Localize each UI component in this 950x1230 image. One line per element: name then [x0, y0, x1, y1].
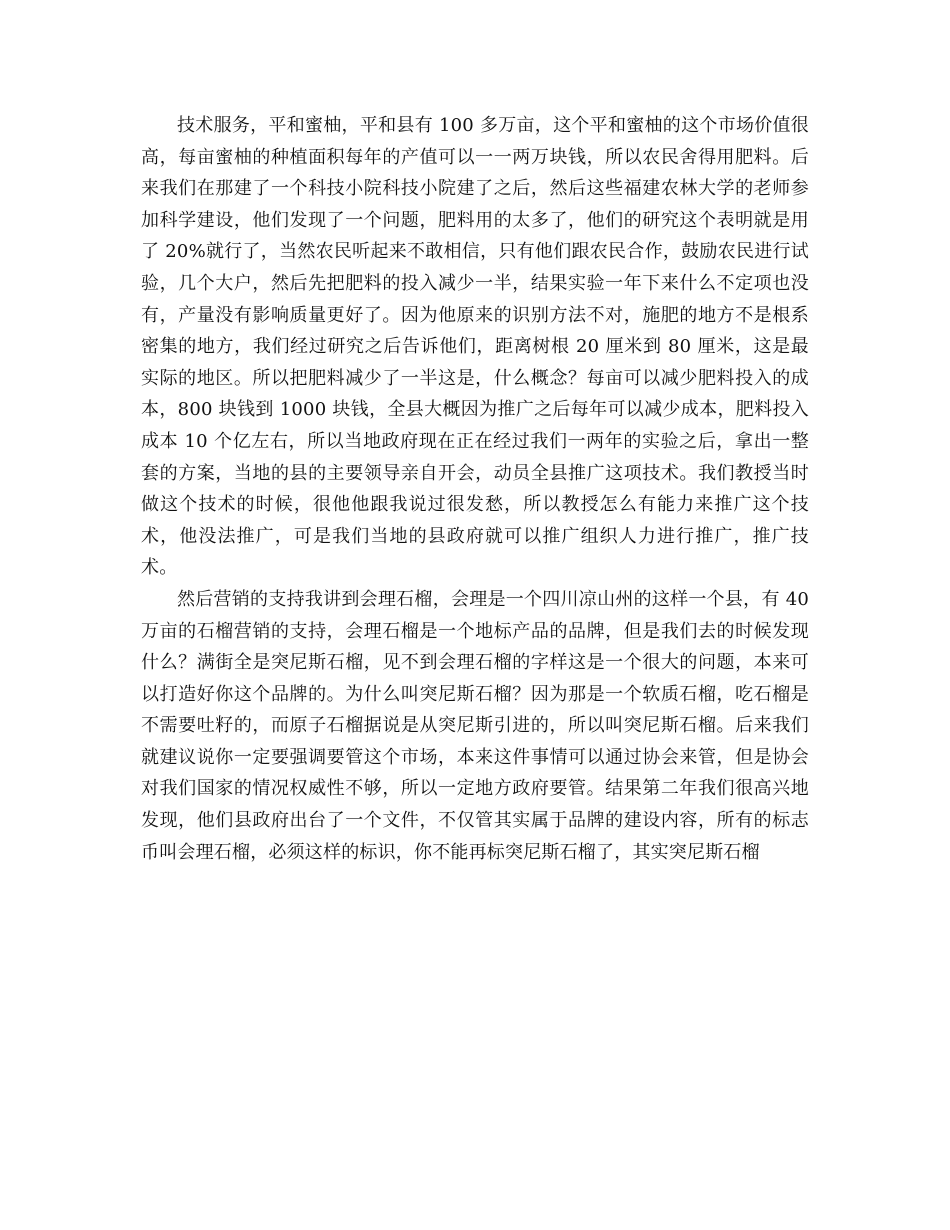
paragraph-1: 技术服务，平和蜜柚，平和县有 100 多万亩，这个平和蜜柚的这个市场价值很高，每亩蜜柚的种植面积每年的产值可以一一两万块钱，所以农民舍得用肥料。后来我们在那建了一个科技小院科技小院建了之后，然后这些福建农林大学的老师参加科学建设，他们发现了一个问题，肥料用的太多了，他们的研究这个表明就是用了 20%就行了，当然农民听起来不敢相信，只有他们跟农民合作，鼓励农民进行试验，几个大户，然后先把肥料的投入减少一半，结果实验一年下来什么不定项也没有，产量没有影响质量更好了。因为他原来的识别方法不对，施肥的地方不是根系密集的地方，我们经过研究之后告诉他们，距离树根 20 厘米到 80 厘米，这是最实际的地区。所以把肥料减少了一半这是，什么概念？每亩可以减少肥料投入的成本，800 块钱到 1000 块钱，全县大概因为推广之后每年可以减少成本，肥料投入成本 10 个亿左右，所以当地政府现在正在经过我们一两年的实验之后，拿出一整套的方案，当地的县的主要领导亲自开会，动员全县推广这项技术。我们教授当时做这个技术的时候，很他他跟我说过很发愁，所以教授怎么有能力来推广这个技术，他没法推广，可是我们当地的县政府就可以推广组织人力进行推广，推广技术。 [141, 115, 809, 579]
paragraph-2: 然后营销的支持我讲到会理石榴，会理是一个四川凉山州的这样一个县，有 40 万亩的石榴营销的支持，会理石榴是一个地标产品的品牌，但是我们去的时候发现什么？满街全是突尼斯石榴，见不到会理石榴的字样这是一个很大的问题，本来可以打造好你这个品牌的。为什么叫突尼斯石榴？因为那是一个软质石榴，吃石榴是不需要吐籽的，而原子石榴据说是从突尼斯引进的，所以叫突尼斯石榴。后来我们就建议说你一定要强调要管这个市场，本来这件事情可以通过协会来管，但是协会对我们国家的情况权威性不够，所以一定地方政府要管。结果第二年我们很高兴地发现，他们县政府出台了一个文件，不仅管其实属于品牌的建设内容，所有的标志币叫会理石榴，必须这样的标识，你不能再标突尼斯石榴了，其实突尼斯石榴 [141, 588, 809, 863]
body-text [141, 110, 809, 868]
